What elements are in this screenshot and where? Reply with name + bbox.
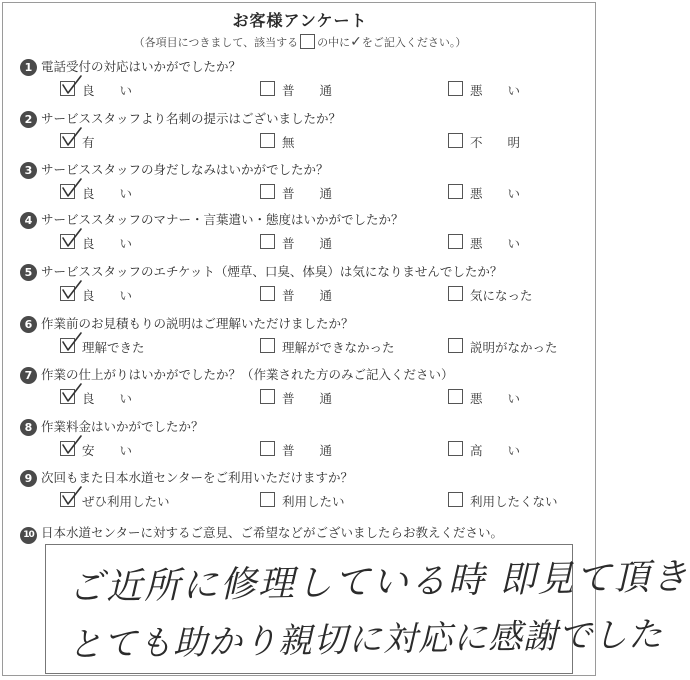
instructions-after: の中に: [317, 36, 351, 49]
checkbox[interactable]: [60, 133, 75, 148]
option-label: 悪 い: [470, 83, 521, 98]
question-text: サービススタッフより名刺の提示はございましたか？: [41, 111, 342, 126]
option-label: 普 通: [282, 391, 333, 406]
question-number-icon: 3: [20, 162, 37, 179]
instructions-before: （各項目につきまして、該当する: [133, 36, 299, 49]
option-label: 良 い: [82, 186, 133, 201]
option-label: 普 通: [282, 83, 333, 98]
question-number-icon: 5: [20, 264, 37, 281]
option-label: 高 い: [470, 443, 521, 458]
question-8: [20, 417, 204, 436]
option-row: [0, 232, 600, 254]
option-label: 有: [82, 135, 95, 150]
option-label: 良 い: [82, 83, 133, 98]
option-label: 悪 い: [470, 391, 521, 406]
question-number-icon: 9: [20, 470, 37, 487]
option-row: [0, 182, 600, 204]
sample-check-icon: ✓: [350, 34, 362, 50]
checkbox[interactable]: [448, 492, 463, 507]
checkbox[interactable]: [60, 81, 75, 96]
question-number-icon: 7: [20, 367, 37, 384]
option-row: [0, 79, 600, 101]
question-7: [20, 365, 454, 384]
checkbox[interactable]: [60, 389, 75, 404]
checkbox[interactable]: [60, 234, 75, 249]
question-9: [20, 468, 353, 487]
option-label: 普 通: [282, 236, 333, 251]
question-2: [20, 109, 341, 128]
option-row: [0, 439, 600, 461]
question-5: [20, 262, 502, 281]
question-10: [20, 523, 503, 544]
checkbox[interactable]: [448, 338, 463, 353]
checkbox[interactable]: [448, 81, 463, 96]
question-text: サービススタッフのマナー・言葉遣い・態度はいかがでしたか？: [41, 212, 404, 227]
checkbox[interactable]: [448, 389, 463, 404]
instructions: [0, 34, 600, 50]
checkbox[interactable]: [260, 492, 275, 507]
checkbox[interactable]: [448, 441, 463, 456]
sample-checkbox-icon: [300, 34, 315, 49]
checkbox[interactable]: [260, 184, 275, 199]
checkbox[interactable]: [60, 441, 75, 456]
question-number-icon: 1: [20, 59, 37, 76]
option-label: 悪 い: [470, 236, 521, 251]
question-4: [20, 210, 404, 229]
option-row: [0, 490, 600, 512]
option-label: 利用したくない: [470, 494, 558, 509]
checkbox[interactable]: [260, 286, 275, 301]
question-number-icon: 8: [20, 419, 37, 436]
checkbox[interactable]: [260, 389, 275, 404]
checkbox[interactable]: [260, 441, 275, 456]
question-number-icon: 2: [20, 111, 37, 128]
checkbox[interactable]: [60, 492, 75, 507]
option-label: 説明がなかった: [470, 340, 558, 355]
option-row: [0, 131, 600, 153]
option-label: 普 通: [282, 288, 333, 303]
checkbox[interactable]: [260, 234, 275, 249]
option-label: 理解ができなかった: [282, 340, 395, 355]
option-label: 悪 い: [470, 186, 521, 201]
question-3: [20, 160, 329, 179]
checkbox[interactable]: [448, 286, 463, 301]
option-label: 気になった: [470, 288, 533, 303]
option-row: [0, 387, 600, 409]
checkbox[interactable]: [60, 286, 75, 301]
checkbox[interactable]: [448, 234, 463, 249]
checkbox[interactable]: [448, 133, 463, 148]
option-label: 普 通: [282, 186, 333, 201]
checkbox[interactable]: [260, 338, 275, 353]
option-label: 普 通: [282, 443, 333, 458]
question-1: [20, 57, 241, 76]
question-number-icon: 6: [20, 316, 37, 333]
checkbox[interactable]: [260, 133, 275, 148]
checkbox[interactable]: [260, 81, 275, 96]
option-row: [0, 284, 600, 306]
question-text: 作業料金はいかがでしたか？: [41, 419, 204, 434]
instructions-end: をご記入ください。）: [361, 36, 467, 49]
page-title: お客様アンケート: [232, 11, 368, 30]
option-label: 良 い: [82, 391, 133, 406]
question-6: [20, 314, 354, 333]
question-text: サービススタッフのエチケット（煙草、口臭、体臭）は気になりませんでしたか？: [41, 264, 503, 279]
question-text: 日本水道センターに対するご意見、ご希望などがございましたらお教えください。: [41, 525, 504, 540]
handwritten-comment-line-1: ご近所に修理している時 即見て頂き: [67, 556, 690, 609]
checkbox[interactable]: [448, 184, 463, 199]
option-row: [0, 336, 600, 358]
question-text: サービススタッフの身だしなみはいかがでしたか？: [41, 162, 329, 177]
option-label: 無: [282, 135, 295, 150]
option-label: 理解できた: [82, 340, 145, 355]
option-label: ぜひ利用したい: [82, 494, 170, 509]
option-label: 良 い: [82, 236, 133, 251]
question-text: 作業の仕上がりはいかがでしたか？（作業された方のみご記入ください）: [41, 367, 454, 382]
question-number-icon: 4: [20, 212, 37, 229]
question-text: 電話受付の対応はいかがでしたか？: [41, 59, 242, 74]
question-number-icon: 10: [20, 527, 37, 544]
checkbox[interactable]: [60, 338, 75, 353]
checkbox[interactable]: [60, 184, 75, 199]
option-label: 良 い: [82, 288, 133, 303]
option-label: 利用したい: [282, 494, 345, 509]
handwritten-comment-line-2: とても助かり親切に対応に感謝でした: [67, 614, 664, 666]
option-label: 安 い: [82, 443, 133, 458]
question-text: 次回もまた日本水道センターをご利用いただけますか？: [41, 470, 354, 485]
question-text: 作業前のお見積もりの説明はご理解いただけましたか？: [41, 316, 354, 331]
option-label: 不 明: [470, 135, 521, 150]
